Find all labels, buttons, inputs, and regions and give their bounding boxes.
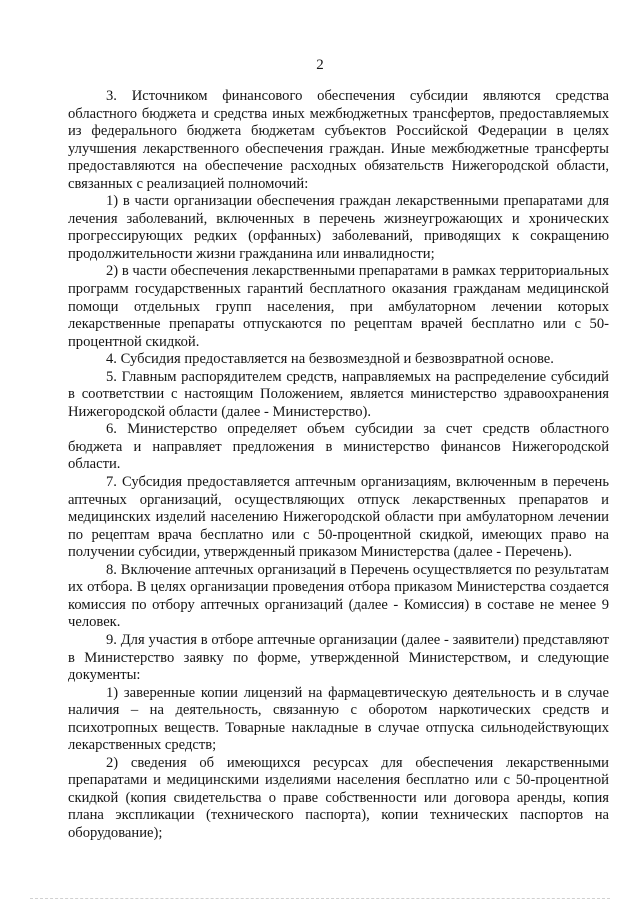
page-number: 2 — [316, 57, 324, 73]
paragraph-8: 8. Включение аптечных организаций в Перечень осуществляется по результатам их отбора. В целях организации проведения отбора приказом Министерства создается комиссия по отбору аптечных организаций (далее - Комиссия) в составе не менее 9 человек. — [68, 561, 609, 631]
document-body — [68, 88, 609, 843]
paragraph-3-item-1: 1) в части организации обеспечения граждан лекарственными препаратами для лечения заболеваний, включенных в перечень жизнеугрожающих и хронических прогрессирующих редких (орфанных) заболеваний, приводящих к сокращению продолжительности жизни гражданина или инвалидности; — [68, 193, 609, 262]
paragraph-3-item-2: 2) в части обеспечения лекарственными препаратами в рамках территориальных программ государственных гарантий бесплатного оказания гражданам медицинской помощи отдельных групп населения, при амбулаторном лечении которых лекарственные препараты отпускаются по рецептам врачей бесплатно или с 50-процентной скидкой. — [68, 263, 609, 350]
paragraph-9: 9. Для участия в отборе аптечные организации (далее - заявители) представляют в Министерство заявку по форме, утвержденной Министерством, и следующие документы: — [68, 631, 609, 684]
paragraph-6: 6. Министерство определяет объем субсидии за счет средств областного бюджета и направляет предложения в министерство финансов Нижегородской области. — [68, 421, 609, 473]
paragraph-3: 3. Источником финансового обеспечения субсидии являются средства областного бюджета и средства иных межбюджетных трансфертов, предоставляемых из федерального бюджета бюджетам субъектов Российской Федерации в целях улучшения лекарственного обеспечения граждан. Иные межбюджетные трансферты предоставляются на обеспечение расходных обязательств Нижегородской области, связанных с реализацией полномочий: — [68, 88, 609, 192]
scan-edge-artifact — [30, 898, 610, 901]
paragraph-4: 4. Субсидия предоставляется на безвозмездной и безвозвратной основе. — [106, 351, 554, 368]
paragraph-5: 5. Главным распорядителем средств, направляемых на распределение субсидий в соответствии с настоящим Положением, является министерство здравоохранения Нижегородской области (далее - Министерство). — [68, 368, 609, 420]
paragraph-9-item-1: 1) заверенные копии лицензий на фармацевтическую деятельность и в случае наличия – на деятельность, связанную с оборотом наркотических средств и психотропных веществ. Товарные накладные в случае отпуска сильнодействующих лекарственных средств; — [68, 684, 609, 754]
paragraph-7: 7. Субсидия предоставляется аптечным организациям, включенным в перечень аптечных организаций, осуществляющих отпуск лекарственных препаратов и медицинских изделий населению Нижегородской области при амбулаторном лечении по рецептам врача бесплатно или с 50-процентной скидкой, имеющих право на получении субсидии, утвержденный приказом Министерства (далее - Перечень). — [68, 474, 609, 561]
paragraph-9-item-2: 2) сведения об имеющихся ресурсах для обеспечения лекарственными препаратами и медицинскими изделиями населения бесплатно или с 50-процентной скидкой (копия свидетельства о праве собственности или договора аренды, копия плана экспликации (технического паспорта), копии технических паспортов на оборудование); — [68, 754, 609, 841]
